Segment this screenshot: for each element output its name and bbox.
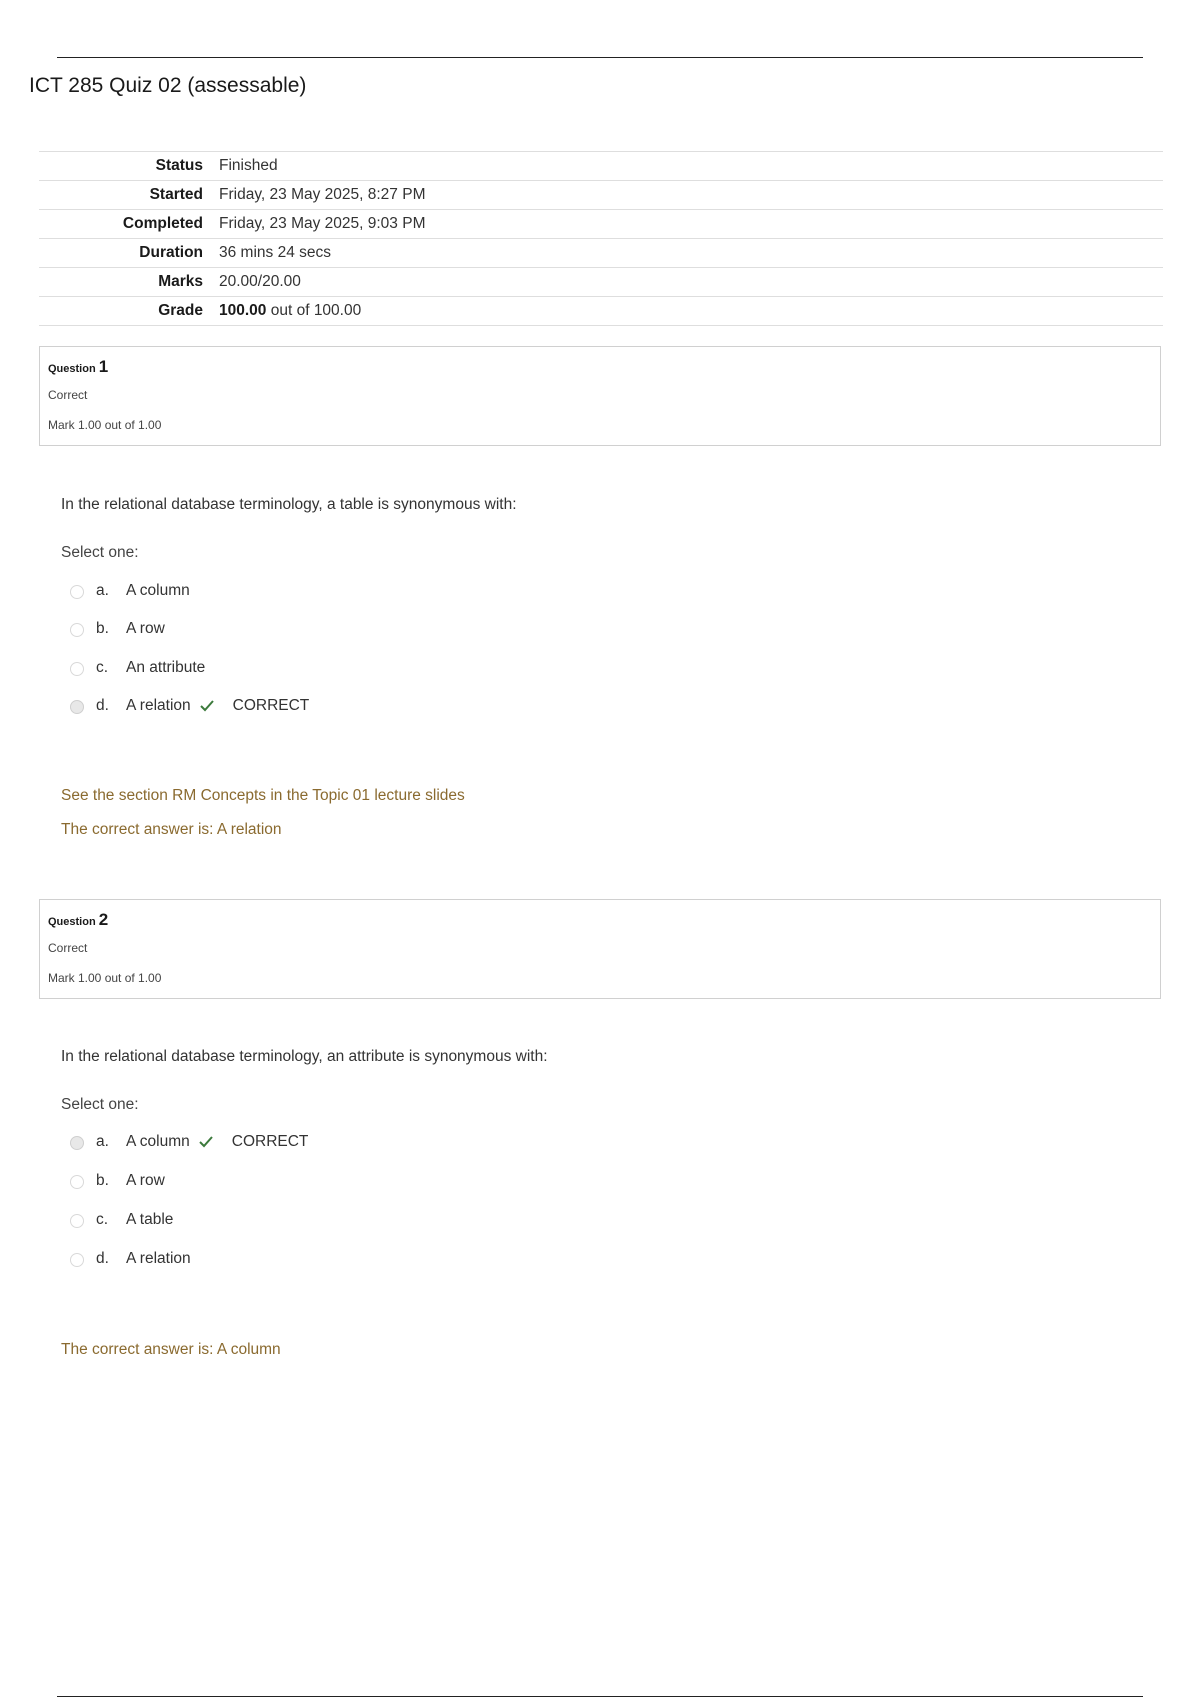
question-2-info xyxy=(39,899,1161,999)
check-icon xyxy=(198,1135,214,1154)
question-number xyxy=(48,910,108,930)
summary-label: Marks xyxy=(39,268,203,297)
question-1-prompt: Select one: xyxy=(61,544,139,561)
question-1-option-b[interactable] xyxy=(70,620,470,642)
summary-label: Duration xyxy=(39,239,203,268)
radio-button[interactable] xyxy=(70,585,84,599)
question-1-option-d[interactable] xyxy=(70,697,470,719)
radio-button[interactable] xyxy=(70,623,84,637)
question-1-info xyxy=(39,346,1161,446)
question-state: Correct xyxy=(48,941,88,955)
check-icon xyxy=(199,699,215,718)
summary-label: Grade xyxy=(39,297,203,326)
question-2-prompt: Select one: xyxy=(61,1096,139,1113)
grade-out-of: out of 100.00 xyxy=(266,302,362,319)
summary-value xyxy=(203,297,1163,326)
radio-button[interactable] xyxy=(70,1253,84,1267)
option-text: A relation xyxy=(126,1250,191,1267)
question-grade: Mark 1.00 out of 1.00 xyxy=(48,971,162,985)
summary-row-started xyxy=(39,181,1163,210)
radio-button[interactable] xyxy=(70,1214,84,1228)
question-2-text: In the relational database terminology, an attribute is synonymous with: xyxy=(61,1048,548,1065)
summary-value: Friday, 23 May 2025, 9:03 PM xyxy=(203,210,1163,239)
question-1-text: In the relational database terminology, a table is synonymous with: xyxy=(61,496,517,513)
correct-tag: CORRECT xyxy=(231,1133,309,1150)
radio-button[interactable] xyxy=(70,1175,84,1189)
question-number-value: 2 xyxy=(98,910,109,929)
option-letter: b. xyxy=(96,1172,109,1189)
question-1-feedback: See the section RM Concepts in the Topic 01 lecture slides xyxy=(61,787,465,804)
summary-row-grade xyxy=(39,297,1163,326)
summary-value: Friday, 23 May 2025, 8:27 PM xyxy=(203,181,1163,210)
attempt-summary-table xyxy=(39,151,1163,326)
question-state: Correct xyxy=(48,388,88,402)
summary-value: 20.00/20.00 xyxy=(203,268,1163,297)
question-number-value: 1 xyxy=(98,357,109,376)
summary-label: Completed xyxy=(39,210,203,239)
question-2-option-c[interactable] xyxy=(70,1211,470,1233)
summary-value: 36 mins 24 secs xyxy=(203,239,1163,268)
question-2-option-b[interactable] xyxy=(70,1172,470,1194)
question-grade: Mark 1.00 out of 1.00 xyxy=(48,418,162,432)
option-letter: a. xyxy=(96,582,109,599)
option-letter: c. xyxy=(96,1211,109,1228)
question-1-option-a[interactable] xyxy=(70,582,470,604)
option-letter: d. xyxy=(96,1250,109,1267)
summary-row-duration xyxy=(39,239,1163,268)
grade-score: 100.00 xyxy=(219,302,267,319)
option-text: A column xyxy=(126,582,190,599)
correct-tag: CORRECT xyxy=(232,697,310,714)
option-text: A column xyxy=(126,1133,190,1150)
page-bottom-rule xyxy=(57,1696,1143,1697)
option-letter: b. xyxy=(96,620,109,637)
summary-row-completed xyxy=(39,210,1163,239)
option-text-wrapper xyxy=(126,697,309,718)
radio-button[interactable] xyxy=(70,662,84,676)
option-text: A row xyxy=(126,1172,165,1189)
option-letter: d. xyxy=(96,697,109,714)
option-text: A relation xyxy=(126,697,191,714)
option-text: A table xyxy=(126,1211,174,1228)
question-2-right-answer: The correct answer is: A column xyxy=(61,1341,281,1358)
question-1-option-c[interactable] xyxy=(70,659,470,681)
page-title: ICT 285 Quiz 02 (assessable) xyxy=(29,74,307,97)
question-2-option-d[interactable] xyxy=(70,1250,470,1272)
summary-row-marks xyxy=(39,268,1163,297)
option-text: A row xyxy=(126,620,165,637)
question-1-right-answer: The correct answer is: A relation xyxy=(61,821,282,838)
summary-label: Status xyxy=(39,152,203,181)
question-2-option-a[interactable] xyxy=(70,1133,470,1155)
option-letter: a. xyxy=(96,1133,109,1150)
radio-button-selected[interactable] xyxy=(70,1136,84,1150)
question-label: Question xyxy=(48,363,96,375)
summary-label: Started xyxy=(39,181,203,210)
page-top-rule xyxy=(57,57,1143,58)
option-text-wrapper xyxy=(126,1133,308,1154)
option-text: An attribute xyxy=(126,659,206,676)
option-letter: c. xyxy=(96,659,109,676)
question-label: Question xyxy=(48,916,96,928)
radio-button-selected[interactable] xyxy=(70,700,84,714)
question-number xyxy=(48,357,108,377)
summary-row-status xyxy=(39,152,1163,181)
summary-value: Finished xyxy=(203,152,1163,181)
